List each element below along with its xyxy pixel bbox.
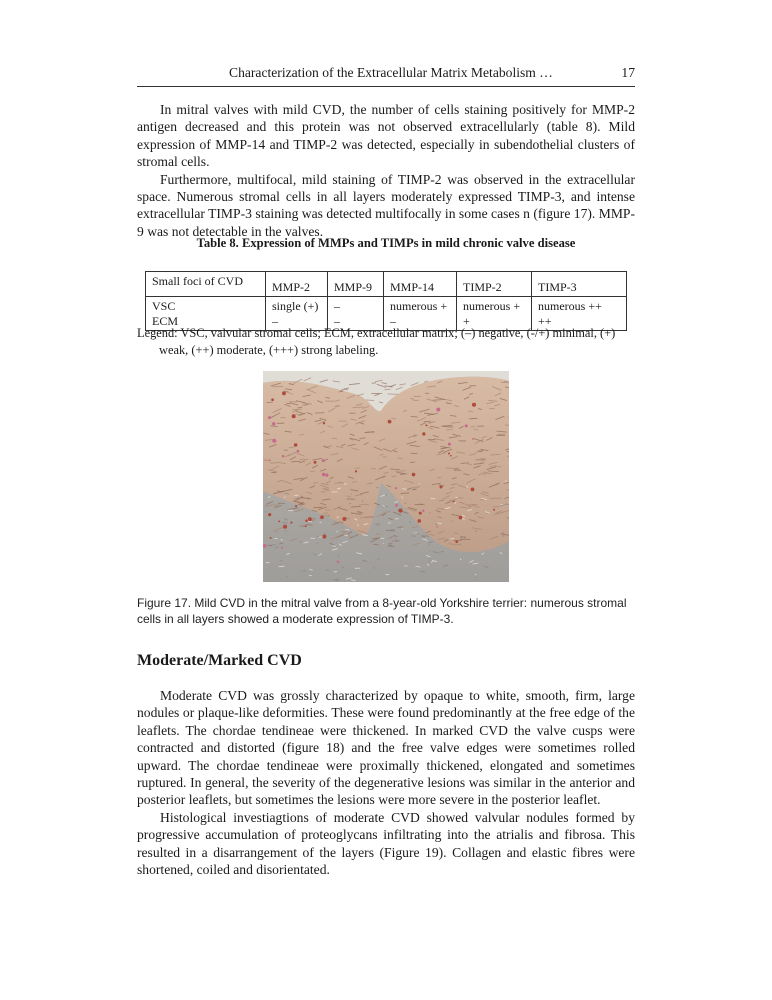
table-caption: Table 8. Expression of MMPs and TIMPs in mild chronic valve disease [196, 236, 576, 250]
stained-cell [271, 398, 274, 401]
cell-value: single (+) [272, 299, 319, 313]
fiber-stroke [507, 490, 509, 491]
cell-value: ++ [538, 313, 552, 328]
fiber-stroke [353, 407, 364, 408]
intro-text [137, 101, 635, 240]
fiber-stroke [402, 529, 403, 530]
stained-cell [305, 525, 307, 527]
cell-value: numerous ++ [538, 299, 602, 313]
header-cell: TIMP-2 [457, 272, 532, 297]
fiber-stroke [461, 463, 469, 464]
stained-cell [292, 414, 296, 418]
stained-cell [268, 416, 271, 419]
stained-cell [322, 459, 325, 462]
paragraph: Moderate CVD was grossly characterized by opaque to white, smooth, firm, large nodules or plaque-like deformities. These were found predominantly at the free edge of the leaflets. The chordae tendineae were thickened. In marked CVD the valve cusps were contracted and distorted (figure 18) and the free valve edges were sometimes rolled upward. The chordae tendineae were proximally thickened, elongated and sometimes ruptured. In general, the severity of the degenerative lesions was similar in the anterior and posterior leaflets, but sometimes the lesions were more severe in the posterior leaflet. [137, 688, 635, 808]
stained-cell [269, 459, 271, 461]
stained-cell [388, 420, 392, 424]
stained-cell [305, 519, 308, 522]
stained-cell [314, 461, 317, 464]
stained-cell [452, 501, 454, 503]
fiber-stroke [365, 517, 374, 518]
fiber-stroke [271, 545, 276, 546]
stained-cell [448, 443, 451, 446]
fiber-stroke [430, 550, 431, 551]
section-body-text [137, 687, 635, 878]
header-cell: Small foci of CVD [146, 272, 266, 297]
stained-cell [283, 525, 287, 529]
stained-cell [282, 455, 285, 458]
stained-cell [295, 505, 297, 507]
stained-cell [395, 504, 398, 507]
fiber-stroke [306, 525, 313, 526]
stained-cell [323, 422, 325, 424]
header-cell: TIMP-3 [532, 272, 627, 297]
stained-cell [355, 470, 357, 472]
stained-cell [263, 544, 266, 548]
stained-cell [417, 519, 421, 523]
fiber-stroke [297, 407, 302, 408]
stained-cell [412, 473, 416, 477]
cell-value: – [334, 313, 340, 328]
cell-value: – [390, 313, 396, 328]
stained-cell [459, 516, 463, 520]
paragraph: Histological investiagtions of moderate CVD showed valvular nodules formed by progressive accumulation of proteoglycans infiltrating into the atrialis and fibrosa. This resulted in a disarrangement of the layers (Figure 19). Collagen and elastic fibres were shortened, coiled and disorientated. [137, 809, 635, 878]
stained-cell [395, 487, 397, 489]
stained-cell [290, 522, 292, 524]
stained-cell [278, 520, 280, 522]
stained-cell [439, 486, 442, 489]
stained-cell [465, 424, 468, 427]
stained-cell [448, 452, 450, 454]
micrograph-svg [263, 371, 509, 582]
section-heading: Moderate/Marked CVD [137, 652, 302, 669]
stained-cell [322, 534, 326, 538]
cell-value: numerous + [390, 299, 448, 313]
figure-caption: Figure 17. Mild CVD in the mitral valve from a 8-year-old Yorkshire terrier: numerous stromal cells in all layers showed a moderate expression of TIMP-3. [137, 596, 627, 626]
running-header [137, 64, 635, 87]
stained-cell [425, 424, 427, 426]
fiber-stroke [367, 483, 373, 484]
stained-cell [320, 515, 324, 519]
fiber-stroke [366, 400, 374, 401]
cell-value: numerous + [463, 299, 521, 313]
table-header-row [146, 272, 627, 297]
fiber-stroke [419, 483, 420, 484]
stained-cell [342, 517, 346, 521]
cell-value: + [463, 313, 470, 328]
paragraph: Furthermore, multifocal, mild staining of TIMP-2 was observed in the extracellular space. Numerous stromal cells in all layers moderately expressed TIMP-3, and intense extracellular TIMP-3 staining was detected multifocally in some cases n (figure 17). MMP-9 was not detectable in the valves. [137, 171, 635, 239]
stained-cell [471, 487, 475, 491]
fiber-stroke [380, 538, 384, 539]
stained-cell [272, 439, 276, 443]
stained-cell [337, 561, 340, 564]
row-label: ECM [152, 313, 179, 328]
stained-cell [493, 509, 495, 511]
histology-micrograph [263, 371, 509, 582]
stained-cell [270, 537, 272, 539]
fiber-stroke [349, 503, 351, 504]
stained-cell [282, 391, 286, 395]
header-cell: MMP-9 [328, 272, 384, 297]
stained-cell [308, 517, 312, 521]
table-legend: Legend: VSC, valvular stromal cells; ECM, extracellular matrix; (–) negative, (-/+) minimal, (+) weak, (++) moderate, (+++) strong labeling. [137, 326, 616, 357]
cell-value: – [272, 313, 278, 328]
stained-cell [436, 526, 438, 528]
stained-cell [419, 512, 422, 515]
paragraph: In mitral valves with mild CVD, the number of cells staining positively for MMP-2 antigen decreased and this protein was not observed extracellularly (table 8). Mild expression of MMP-14 and TIMP-2 was detected, especially in subendothelial clusters of stromal cells. [137, 102, 635, 170]
stained-cell [472, 438, 474, 440]
fiber-stroke [351, 506, 361, 507]
stained-cell [297, 450, 300, 453]
stained-cell [422, 432, 425, 435]
stained-cell [450, 455, 452, 457]
fiber-stroke [351, 580, 356, 581]
stained-cell [422, 510, 424, 512]
stained-cell [325, 474, 328, 477]
header-cell: MMP-2 [266, 272, 328, 297]
stained-cell [398, 509, 402, 513]
fiber-stroke [374, 544, 379, 545]
running-title: Characterization of the Extracellular Matrix Metabolism … [229, 65, 553, 80]
stained-cell [322, 473, 326, 477]
expression-table [145, 271, 627, 331]
fiber-stroke [388, 523, 391, 524]
stained-cell [268, 513, 271, 516]
row-label: VSC [152, 299, 176, 313]
stained-cell [294, 443, 297, 446]
stained-cell [281, 547, 283, 549]
fiber-stroke [454, 540, 462, 541]
page-number: 17 [621, 65, 635, 80]
fiber-stroke [397, 527, 403, 528]
cell-value: – [334, 299, 340, 313]
fiber-stroke [433, 400, 442, 401]
stained-cell [455, 540, 458, 543]
fiber-stroke [343, 532, 348, 533]
header-cell: MMP-14 [384, 272, 457, 297]
stained-cell [472, 403, 476, 407]
stained-cell [272, 422, 275, 425]
fiber-stroke [383, 506, 388, 507]
stained-cell [436, 407, 440, 411]
